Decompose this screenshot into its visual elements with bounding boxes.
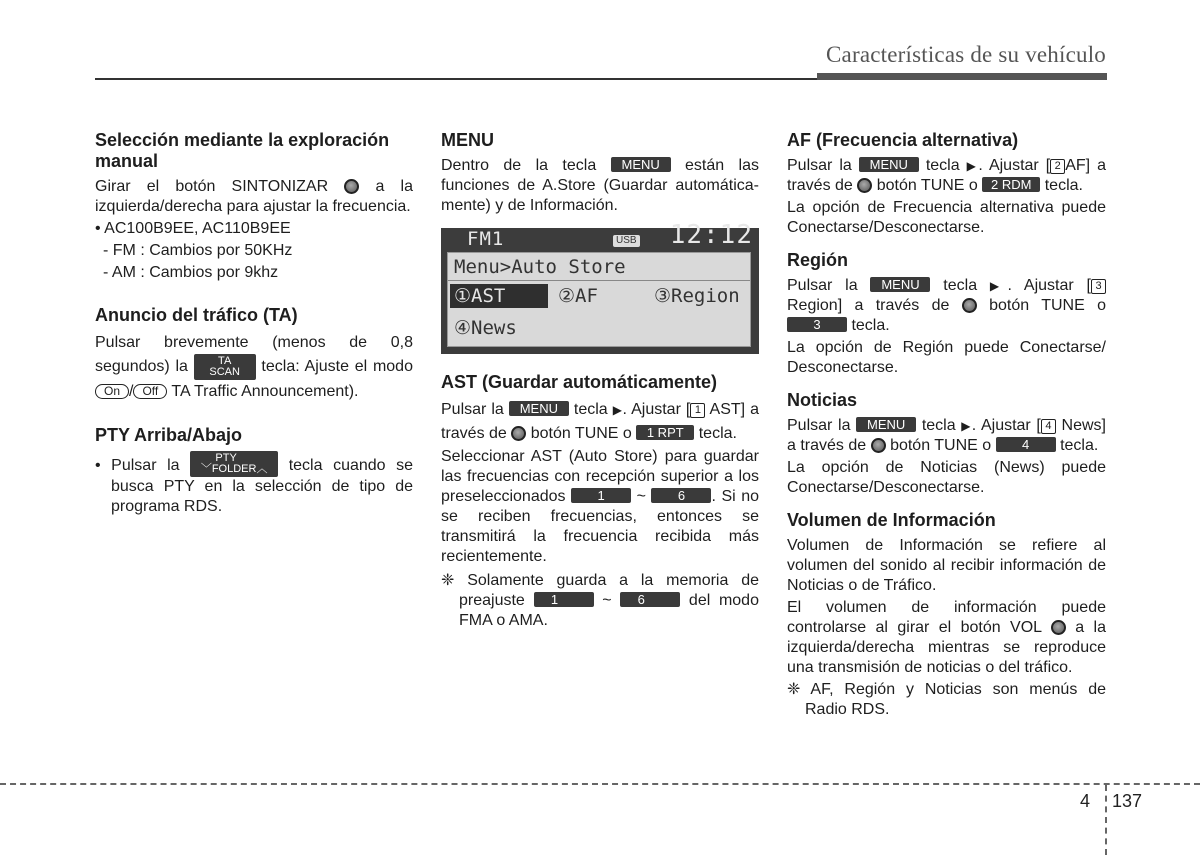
right-arrow-icon: ▶ — [961, 419, 972, 433]
volume-text-2: El volumen de información puede controlarse al girar el botón VOL a la izquierda/derecha mientras se reproduce una transmisión de noticias o del tráfico. — [787, 599, 1106, 676]
preset-6-button-icon: 6 — [651, 488, 711, 503]
tune-knob-icon — [344, 179, 359, 194]
display-menu-panel — [447, 252, 751, 347]
heading-menu: MENU — [441, 130, 494, 150]
menu-button-icon: MENU — [611, 157, 671, 172]
volume-text-1: Volumen de Información se refiere al volumen del sonido al recibir información de Noticias o de Tráfico. — [787, 537, 1106, 594]
display-clock: 12:12 — [669, 220, 753, 250]
pty-folder-button-icon: PTY ﹀FOLDER︿ — [190, 451, 278, 477]
ast-text: Pulsar la MENU tecla ▶. Ajustar [ 1 AST] a través de botón TUNE o 1 RPT tecla. — [441, 401, 760, 442]
preset-3-button-icon: 3 — [787, 317, 847, 332]
heading-af: AF (Frecuencia alternativa) — [787, 130, 1019, 150]
model-bullet: • AC100B9EE, AC110B9EE — [95, 220, 291, 237]
af-text: Pulsar la MENU tecla ▶. Ajustar [ 2 AF] a través de botón TUNE o 2 RDM tecla. — [787, 157, 1106, 194]
heading-region: Región — [787, 250, 848, 270]
page-number: 137 — [1112, 791, 1143, 811]
off-button-icon: Off — [133, 384, 167, 399]
number-1-icon: 1 — [690, 403, 705, 418]
display-band: FM1 — [467, 228, 505, 250]
tune-knob-icon — [511, 426, 526, 441]
number-4-icon: 4 — [1041, 419, 1056, 434]
heading-traffic: Anuncio del tráfico (TA) — [95, 305, 298, 325]
traffic-text: Pulsar brevemente (menos de 0,8 segundos) la TA SCAN tecla: Ajuste el modo On / Off TA Traffic Announcement). — [95, 334, 413, 400]
heading-pty: PTY Arriba/Abajo — [95, 425, 243, 445]
region-text: Pulsar la MENU tecla ▶. Ajustar [ 3 Region] a través de botón TUNE o 3 tecla. — [787, 277, 1107, 334]
news-description: La opción de Noticias (News) puede Conectarse/Desconectarse. — [787, 459, 1106, 496]
preset-6-button-icon: 6 — [620, 592, 680, 607]
ast-description: Seleccionar AST (Auto Store) para guardar las frecuencias con recepción superior a los preseleccionados 1 ~ 6 . Si no se reciben frecuencias, entonces se transmitirá la frecuencia recibida más recientemente. — [441, 448, 759, 565]
menu-button-icon: MENU — [856, 417, 916, 432]
ta-scan-button-icon: TA SCAN — [194, 354, 256, 380]
column-middle — [441, 130, 759, 633]
number-3-icon: 3 — [1091, 279, 1106, 294]
on-button-icon: On — [95, 384, 129, 399]
preset-1-button-icon: 1 — [534, 592, 594, 607]
heading-news: Noticias — [787, 390, 858, 410]
display-item-region: ③Region — [654, 285, 740, 307]
right-arrow-icon: ▶ — [966, 159, 979, 173]
footer-vertical-divider — [1105, 785, 1107, 855]
header-title: Características de su vehículo — [826, 42, 1106, 67]
radio-display — [441, 220, 759, 354]
display-item-news: ④News — [454, 317, 517, 339]
footer-divider — [0, 783, 1200, 785]
display-item-af: ②AF — [558, 285, 598, 307]
manual-scan-text: Girar el botón SINTONIZAR a la izquierda/derecha para ajustar la frecuencia. — [95, 178, 413, 215]
heading-manual-scan: Selección mediante la exploración manual — [95, 130, 390, 171]
ast-note: ❈ Solamente guarda a la memoria de preajuste 1 ~ 6 del modo FMA o AMA. — [441, 572, 759, 629]
am-step: - AM : Cambios por 9khz — [103, 264, 279, 281]
number-2-icon: 2 — [1050, 159, 1065, 174]
menu-button-icon: MENU — [509, 401, 569, 416]
heading-ast: AST (Guardar automáticamente) — [441, 372, 718, 392]
menu-text: Dentro de la tecla MENU están las funciones de A.Store (Guardar automática-mente) y de Información. — [441, 157, 759, 214]
fm-step: - FM : Cambios por 50KHz — [103, 242, 293, 259]
preset-4-button-icon: 4 — [996, 437, 1056, 452]
vol-knob-icon — [1051, 620, 1066, 635]
region-description: La opción de Región puede Conectarse/ Desconectarse. — [787, 339, 1106, 376]
menu-button-icon: MENU — [870, 277, 930, 292]
pty-text: • Pulsar la PTY ﹀FOLDER︿ tecla cuando se busca PTY en la selección de tipo de programa RDS. — [95, 452, 414, 515]
column-left — [95, 130, 413, 519]
tune-knob-icon — [962, 298, 977, 313]
af-description: La opción de Frecuencia alternativa puede Conectarse/Desconectarse. — [787, 199, 1106, 236]
heading-volume: Volumen de Información — [787, 510, 996, 530]
volume-note: ❈ AF, Región y Noticias son menús de Radio RDS. — [787, 681, 1106, 718]
menu-button-icon: MENU — [859, 157, 919, 172]
right-arrow-icon: ▶ — [989, 279, 1008, 293]
news-text: Pulsar la MENU tecla ▶. Ajustar [ 4 News] a través de botón TUNE o 4 tecla. — [787, 417, 1106, 454]
usb-icon: USB — [613, 235, 640, 247]
rpt-button-icon: 1 RPT — [636, 425, 694, 440]
header-rule-accent — [817, 73, 1107, 80]
chapter-number: 4 — [1080, 791, 1091, 811]
tune-knob-icon — [857, 178, 872, 193]
display-breadcrumb: Menu>Auto Store — [454, 256, 626, 278]
column-right — [787, 130, 1106, 722]
preset-1-button-icon: 1 — [571, 488, 631, 503]
rdm-button-icon: 2 RDM — [982, 177, 1040, 192]
display-item-ast: ①AST — [450, 284, 548, 308]
tune-knob-icon — [871, 438, 886, 453]
right-arrow-icon: ▶ — [612, 403, 623, 417]
